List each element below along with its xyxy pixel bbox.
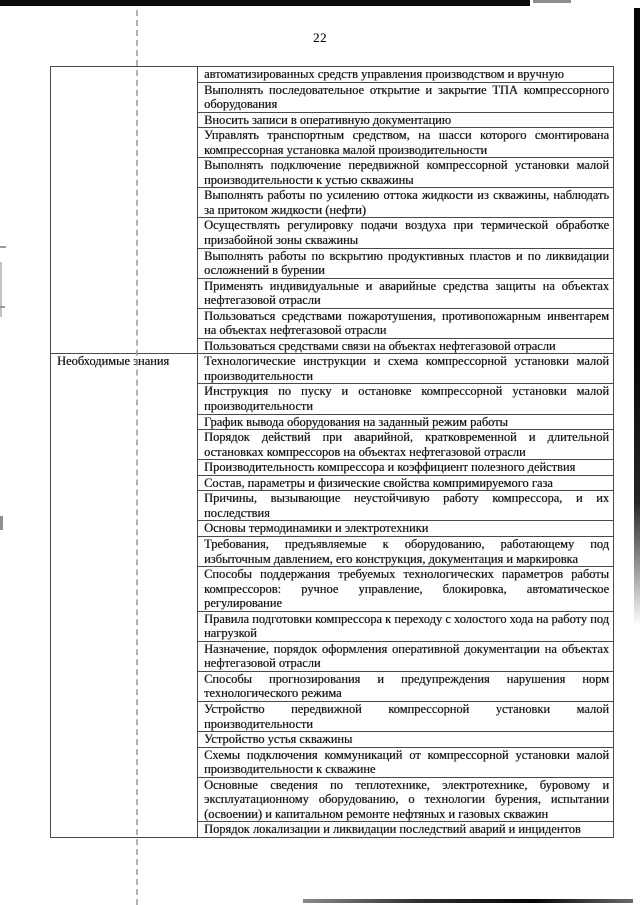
- requirement-cell: Инструкция по пуску и остановке компрессорной установки малой производительности: [198, 384, 614, 414]
- fold-line-artifact: [136, 0, 138, 905]
- requirement-cell: Порядок локализации и ликвидации последствий аварий и инцидентов: [198, 822, 614, 838]
- scan-speck: [0, 262, 2, 317]
- requirement-cell: Схемы подключения коммуникаций от компрессорной установки малой производительности к скважине: [198, 747, 614, 777]
- requirement-cell: Осуществлять регулировку подачи воздуха при термической обработке призабойной зоны скважины: [198, 218, 614, 248]
- scan-edge-right-artifact: [634, 8, 640, 626]
- requirements-table-body: [51, 67, 614, 838]
- requirement-cell: Способы прогнозирования и предупреждения нарушения норм технологического режима: [198, 671, 614, 701]
- scan-edge-top-dash-artifact: [533, 0, 571, 3]
- scan-edge-bottom-artifact: [303, 899, 633, 903]
- requirement-cell: Производительность компрессора и коэффициент полезного действия: [198, 460, 614, 476]
- scan-edge-top-artifact: [0, 0, 530, 6]
- requirement-cell: Применять индивидуальные и аварийные средства защиты на объектах нефтегазовой отрасли: [198, 278, 614, 308]
- requirements-table: [50, 66, 614, 838]
- requirement-cell: Способы поддержания требуемых технологических параметров работы компрессоров: ручное управление, блокировка, автоматическое регулирование: [198, 567, 614, 612]
- scan-speck: [0, 516, 3, 530]
- requirement-cell: Управлять транспортным средством, на шасси которого смонтирована компрессорная установка малой производительности: [198, 128, 614, 158]
- requirement-cell: Выполнять последовательное открытие и закрытие ТПА компрессорного оборудования: [198, 82, 614, 112]
- empty-label-cell: [51, 67, 198, 354]
- requirement-cell: Технологические инструкции и схема компрессорной установки малой производительности: [198, 354, 614, 384]
- page-number: 22: [313, 30, 327, 45]
- requirement-cell: Назначение, порядок оформления оперативной документации на объектах нефтегазовой отрасли: [198, 641, 614, 671]
- requirement-cell: Выполнять работы по усилению оттока жидкости из скважины, наблюдать за притоком жидкости (нефти): [198, 188, 614, 218]
- requirement-cell: Пользоваться средствами связи на объектах нефтегазовой отрасли: [198, 338, 614, 354]
- requirement-cell: Требования, предъявляемые к оборудованию, работающему под избыточным давлением, его конструкция, документация и маркировка: [198, 536, 614, 566]
- requirement-cell: Основы термодинамики и электротехники: [198, 521, 614, 537]
- requirement-cell: автоматизированных средств управления производством и вручную: [198, 67, 614, 83]
- requirement-cell: Правила подготовки компрессора к переходу с холостого хода на работу под нагрузкой: [198, 611, 614, 641]
- requirement-cell: Причины, вызывающие неустойчивую работу компрессора, и их последствия: [198, 491, 614, 521]
- requirement-cell: График вывода оборудования на заданный режим работы: [198, 414, 614, 430]
- requirement-cell: Порядок действий при аварийной, кратковременной и длительной остановках компрессоров на объектах нефтегазовой отрасли: [198, 430, 614, 460]
- requirement-cell: Состав, параметры и физические свойства компримируемого газа: [198, 475, 614, 491]
- requirement-cell: Вносить записи в оперативную документацию: [198, 112, 614, 128]
- requirement-cell: Устройство устья скважины: [198, 732, 614, 748]
- requirement-cell: Выполнять работы по вскрытию продуктивных пластов и по ликвидации осложнений в бурении: [198, 248, 614, 278]
- table-row: [51, 67, 614, 83]
- table-row: [51, 354, 614, 384]
- scan-speck: [0, 246, 6, 248]
- scan-speck: [0, 306, 5, 308]
- requirement-cell: Основные сведения по теплотехнике, электротехнике, буровому и эксплуатационному оборудованию, о технологии бурения, испытании (освоении) и капитальном ремонте нефтяных и газовых скважин: [198, 777, 614, 822]
- section-label-cell: Необходимые знания: [51, 354, 198, 838]
- requirement-cell: Пользоваться средствами пожаротушения, противопожарным инвентарем на объектах нефтегазовой отрасли: [198, 308, 614, 338]
- requirement-cell: Выполнять подключение передвижной компрессорной установки малой производительности к устью скважины: [198, 158, 614, 188]
- requirement-cell: Устройство передвижной компрессорной установки малой производительности: [198, 701, 614, 731]
